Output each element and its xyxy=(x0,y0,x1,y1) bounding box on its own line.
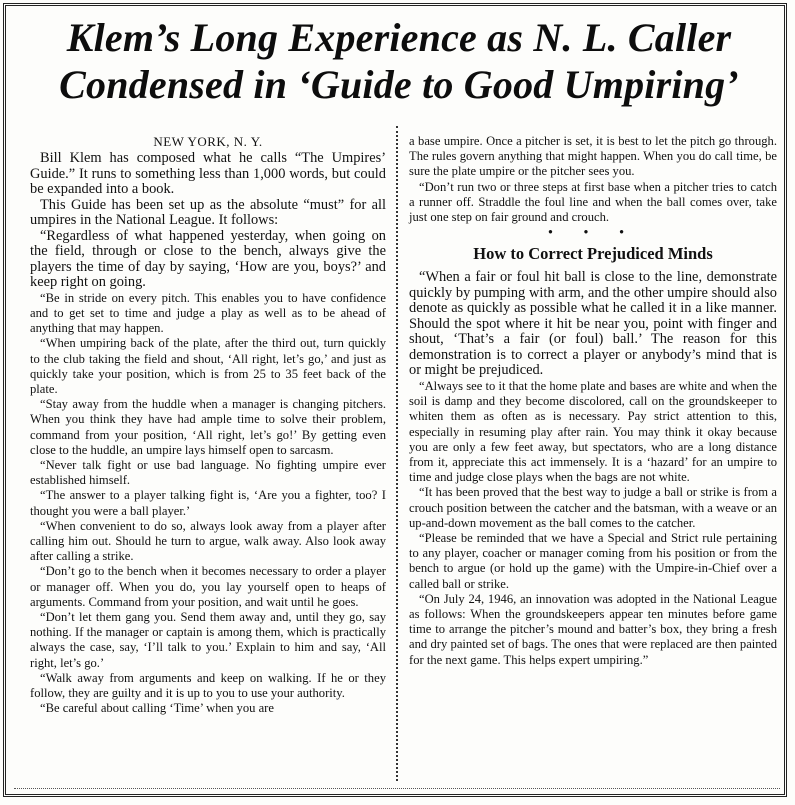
paragraph: Bill Klem has composed what he calls “The Umpires’ Guide.” It runs to something less than 1,000 words, but could be expanded into a book. xyxy=(30,150,386,198)
paragraph: “Please be reminded that we have a Special and Strict rule pertaining to any player, coacher or manager coming from his position or from the bench to argue (or hold up the game) with the Umpire-in-Chief over a called ball or strike. xyxy=(409,530,777,591)
headline-line-1: Klem’s Long Experience as N. L. Caller xyxy=(66,15,732,60)
bottom-rule xyxy=(14,788,780,789)
paragraph: “Never talk fight or use bad language. No fighting umpire ever established himself. xyxy=(30,457,386,488)
dateline: NEW YORK, N. Y. xyxy=(153,134,263,149)
paragraph: “When a fair or foul hit ball is close to the line, demonstrate quickly by pumping with arm, and the other umpire should also denote as quickly as possible what he called it in a like manner. Should the spot where it hit be near you, point with finger and shout, ‘That’s a fair (or foul) ball.’ The reason for this demonstration is to correct a player or anybody’s mind that is or might be prejudiced. xyxy=(409,269,777,379)
paragraph: a base umpire. Once a pitcher is set, it is best to let the pitch go through. The rules govern anything that might happen. When you do call time, be sure the plate umpire or the pitcher sees you. xyxy=(409,134,777,179)
paragraph: “Don’t let them gang you. Send them away and, until they go, say nothing. If the manager or captain is among them, which is practically always the case, say, ‘I’ll talk to you.’ Explain to him and say, ‘All right, let’s go.’ xyxy=(30,609,386,670)
paragraph: “Be in stride on every pitch. This enables you to have confidence and to get set to time and judge a play as well as to be ahead of anything that may happen. xyxy=(30,290,386,336)
section-separator: • • • xyxy=(548,225,638,240)
right-column xyxy=(409,134,777,668)
paragraph: “Don’t run two or three steps at first base when a pitcher tries to catch a runner off. Straddle the foul line and when the ball comes over, take just one step on fair ground and crouch. xyxy=(409,179,777,225)
paragraph: “On July 24, 1946, an innovation was adopted in the National League as follows: When the groundskeepers appear ten minutes before game time to arrange the pitcher’s mound and batter’s box, they bring a fresh and dry painted set of bags. The ones that were replaced are then painted for the next game. This helps expert umpiring.” xyxy=(409,591,777,667)
paragraph: “Be careful about calling ‘Time’ when you are xyxy=(40,701,274,716)
paragraph: “When umpiring back of the plate, after the third out, turn quickly to the club taking the field and shout, ‘All right, let’s go,’ and just as quickly take your position, which is from 25 to 35 feet back of the plate. xyxy=(30,336,386,396)
paragraph: “Regardless of what happened yesterday, when going on the field, through or close to the bench, always give the players the time of day by saying, ‘How are you, boys?’ and keep right on going. xyxy=(30,227,386,291)
paragraph: “It has been proved that the best way to judge a ball or strike is from a crouch position between the catcher and the batsman, with a weave or an up-and-down movement as the ball comes to the catcher. xyxy=(409,485,777,530)
paragraph: “The answer to a player talking fight is, ‘Are you a fighter, too? I thought you were a ball player.’ xyxy=(30,488,386,518)
column-divider xyxy=(396,126,398,781)
paragraph: “Don’t go to the bench when it becomes necessary to order a player or manager off. When you do, you lay yourself open to heaps of arguments. Command from your position, and wait until he goes. xyxy=(30,564,386,609)
paragraph: “Stay away from the huddle when a manager is changing pitchers. When you think they have had ample time to solve their problem, command from your position, ‘All right, let’s go!’ By getting even close to the huddle, an umpire lays himself open to sarcasm. xyxy=(30,397,386,457)
paragraph: “Walk away from arguments and keep on walking. If he or they follow, they are guilty and it is up to you to use your authority. xyxy=(30,670,386,700)
paragraph: “When convenient to do so, always look away from a player after calling him out. Should he turn to argue, walk away. Also look away after calling a strike. xyxy=(30,518,386,564)
headline xyxy=(14,14,784,108)
paragraph: This Guide has been set up as the absolute “must” for all umpires in the National League. It follows: xyxy=(30,196,386,229)
paragraph: “Always see to it that the home plate and bases are white and when the soil is damp and they become discolored, call on the groundskeeper to whiten them as often as is necessary. Pay strict attention to this, especially in resuming play after rain. You may think it okay because you are only a few feet away, but spectators, who are a long distance from it, appreciate this act immensely. It is a ‘hazard’ for an umpire to time and judge close plays when the bags are not white. xyxy=(409,378,777,485)
subheading: How to Correct Prejudiced Minds xyxy=(473,244,713,264)
headline-line-2: Condensed in ‘Guide to Good Umpiring’ xyxy=(59,62,739,107)
left-column xyxy=(30,134,386,716)
